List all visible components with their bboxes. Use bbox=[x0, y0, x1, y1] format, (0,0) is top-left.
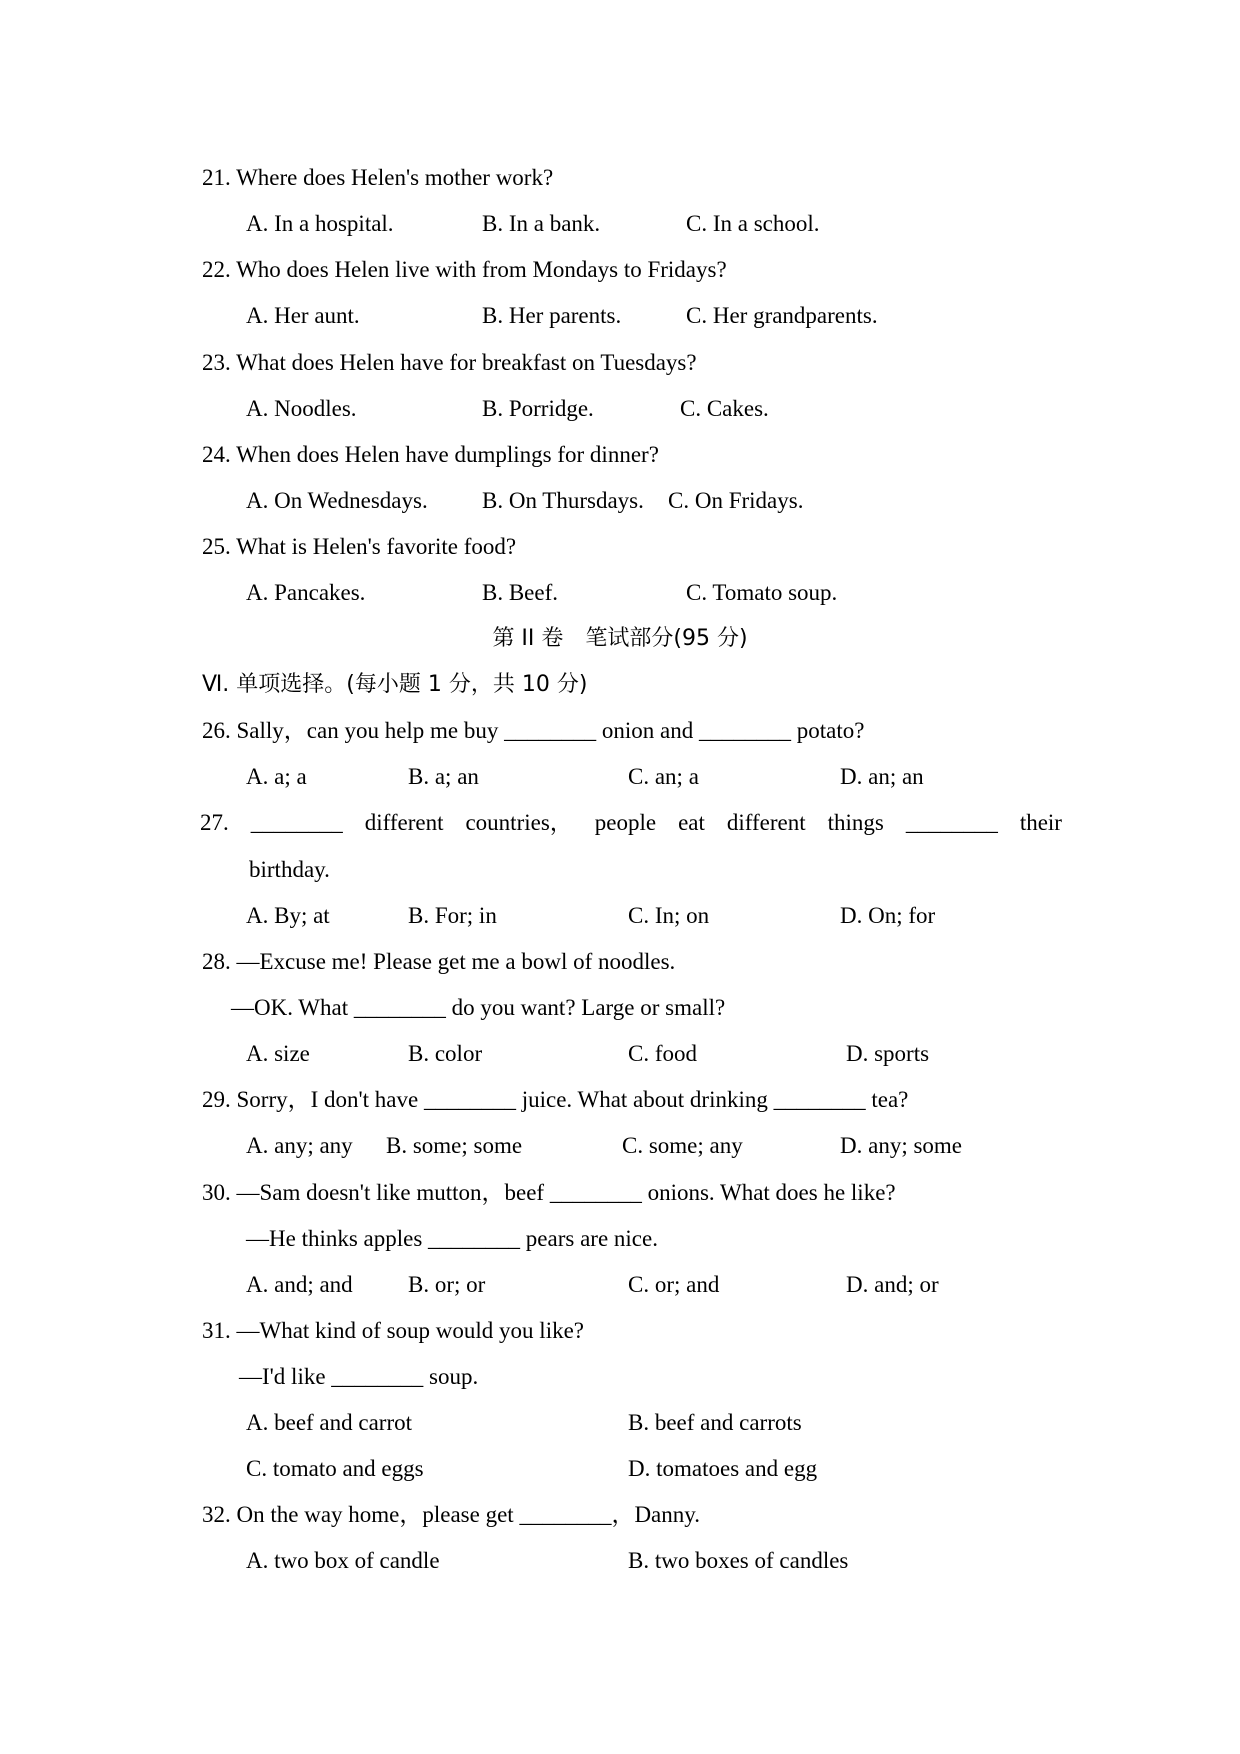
question-27-blank: ________ bbox=[250, 810, 343, 835]
question-30-line-2: —He thinks apples ________ pears are nice. bbox=[246, 1226, 658, 1251]
question-30-option-a[interactable]: A. and; and bbox=[246, 1272, 353, 1297]
question-26-option-a[interactable]: A. a; a bbox=[246, 764, 307, 789]
question-25-option-c[interactable]: C. Tomato soup. bbox=[686, 580, 838, 605]
question-31-option-b[interactable]: B. beef and carrots bbox=[628, 1410, 802, 1435]
question-32-option-b[interactable]: B. two boxes of candles bbox=[628, 1548, 849, 1573]
question-24-option-c[interactable]: C. On Fridays. bbox=[668, 488, 804, 513]
question-29-option-d[interactable]: D. any; some bbox=[840, 1133, 963, 1158]
question-28-option-b[interactable]: B. color bbox=[408, 1041, 483, 1066]
question-23-text: 23. What does Helen have for breakfast on Tuesdays? bbox=[202, 350, 697, 375]
question-28-option-a[interactable]: A. size bbox=[246, 1041, 310, 1066]
question-25-option-a[interactable]: A. Pancakes. bbox=[246, 580, 366, 605]
question-30-option-b[interactable]: B. or; or bbox=[408, 1272, 486, 1297]
question-26-text: 26. Sally，can you help me buy ________ onion and ________ potato? bbox=[202, 718, 865, 743]
section-6-title: Ⅵ. 单项选择。(每小题 1 分，共 10 分) bbox=[202, 672, 588, 697]
question-29-option-b[interactable]: B. some; some bbox=[386, 1133, 523, 1158]
question-26-option-c[interactable]: C. an; a bbox=[628, 764, 699, 789]
question-22-option-b[interactable]: B. Her parents. bbox=[482, 303, 622, 328]
question-24-text: 24. When does Helen have dumplings for dinner? bbox=[202, 442, 659, 467]
question-26-option-b[interactable]: B. a; an bbox=[408, 764, 479, 789]
question-28-option-d[interactable]: D. sports bbox=[846, 1041, 930, 1066]
question-27-word: people bbox=[594, 810, 657, 835]
question-21-option-b[interactable]: B. In a bank. bbox=[482, 211, 601, 236]
question-24-option-a[interactable]: A. On Wednesdays. bbox=[246, 488, 428, 513]
question-27-word: countries， bbox=[465, 810, 573, 835]
question-31-line-2: —I'd like ________ soup. bbox=[239, 1364, 479, 1389]
question-24-option-b[interactable]: B. On Thursdays. bbox=[482, 488, 644, 513]
question-27-word: eat bbox=[678, 810, 705, 835]
question-29-text: 29. Sorry，I don't have ________ juice. What about drinking ________ tea? bbox=[202, 1087, 909, 1112]
question-27-continuation: birthday. bbox=[249, 857, 330, 882]
question-30-option-d[interactable]: D. and; or bbox=[846, 1272, 939, 1297]
question-31-line-1: 31. —What kind of soup would you like? bbox=[202, 1318, 585, 1343]
question-27-option-b[interactable]: B. For; in bbox=[408, 903, 497, 928]
question-32-text: 32. On the way home，please get ________，Danny. bbox=[202, 1502, 701, 1527]
question-22-option-c[interactable]: C. Her grandparents. bbox=[686, 303, 878, 328]
question-27-option-d[interactable]: D. On; for bbox=[840, 903, 936, 928]
part-2-title: 第 II 卷 笔试部分(95 分) bbox=[492, 626, 748, 651]
question-32-option-a[interactable]: A. two box of candle bbox=[246, 1548, 440, 1573]
question-27-word: different bbox=[364, 810, 444, 835]
question-25-text: 25. What is Helen's favorite food? bbox=[202, 534, 517, 559]
question-22-text: 22. Who does Helen live with from Mondays to Fridays? bbox=[202, 257, 727, 282]
question-31-option-a[interactable]: A. beef and carrot bbox=[246, 1410, 413, 1435]
question-27-word: different bbox=[726, 810, 806, 835]
question-21-option-c[interactable]: C. In a school. bbox=[686, 211, 820, 236]
question-28-option-c[interactable]: C. food bbox=[628, 1041, 697, 1066]
question-27-option-c[interactable]: C. In; on bbox=[628, 903, 710, 928]
question-25-option-b[interactable]: B. Beef. bbox=[482, 580, 559, 605]
question-29-option-c[interactable]: C. some; any bbox=[622, 1133, 743, 1158]
question-21-text: 21. Where does Helen's mother work? bbox=[202, 165, 554, 190]
question-27-word: their bbox=[1019, 810, 1062, 835]
question-23-option-c[interactable]: C. Cakes. bbox=[680, 396, 769, 421]
question-27-word: 27. bbox=[200, 810, 229, 835]
question-21-option-a[interactable]: A. In a hospital. bbox=[246, 211, 394, 236]
question-30-option-c[interactable]: C. or; and bbox=[628, 1272, 720, 1297]
question-28-line-2: —OK. What ________ do you want? Large or small? bbox=[231, 995, 726, 1020]
question-29-option-a[interactable]: A. any; any bbox=[246, 1133, 353, 1158]
question-27-word: things bbox=[827, 810, 884, 835]
question-30-line-1: 30. —Sam doesn't like mutton，beef ________ onions. What does he like? bbox=[202, 1180, 896, 1205]
question-23-option-b[interactable]: B. Porridge. bbox=[482, 396, 594, 421]
question-28-line-1: 28. —Excuse me! Please get me a bowl of noodles. bbox=[202, 949, 676, 974]
question-27-option-a[interactable]: A. By; at bbox=[246, 903, 330, 928]
question-22-option-a[interactable]: A. Her aunt. bbox=[246, 303, 360, 328]
question-23-option-a[interactable]: A. Noodles. bbox=[246, 396, 357, 421]
question-27-blank: ________ bbox=[905, 810, 998, 835]
question-31-option-c[interactable]: C. tomato and eggs bbox=[246, 1456, 424, 1481]
question-31-option-d[interactable]: D. tomatoes and egg bbox=[628, 1456, 818, 1481]
question-27-text bbox=[200, 809, 1062, 837]
question-26-option-d[interactable]: D. an; an bbox=[840, 764, 924, 789]
